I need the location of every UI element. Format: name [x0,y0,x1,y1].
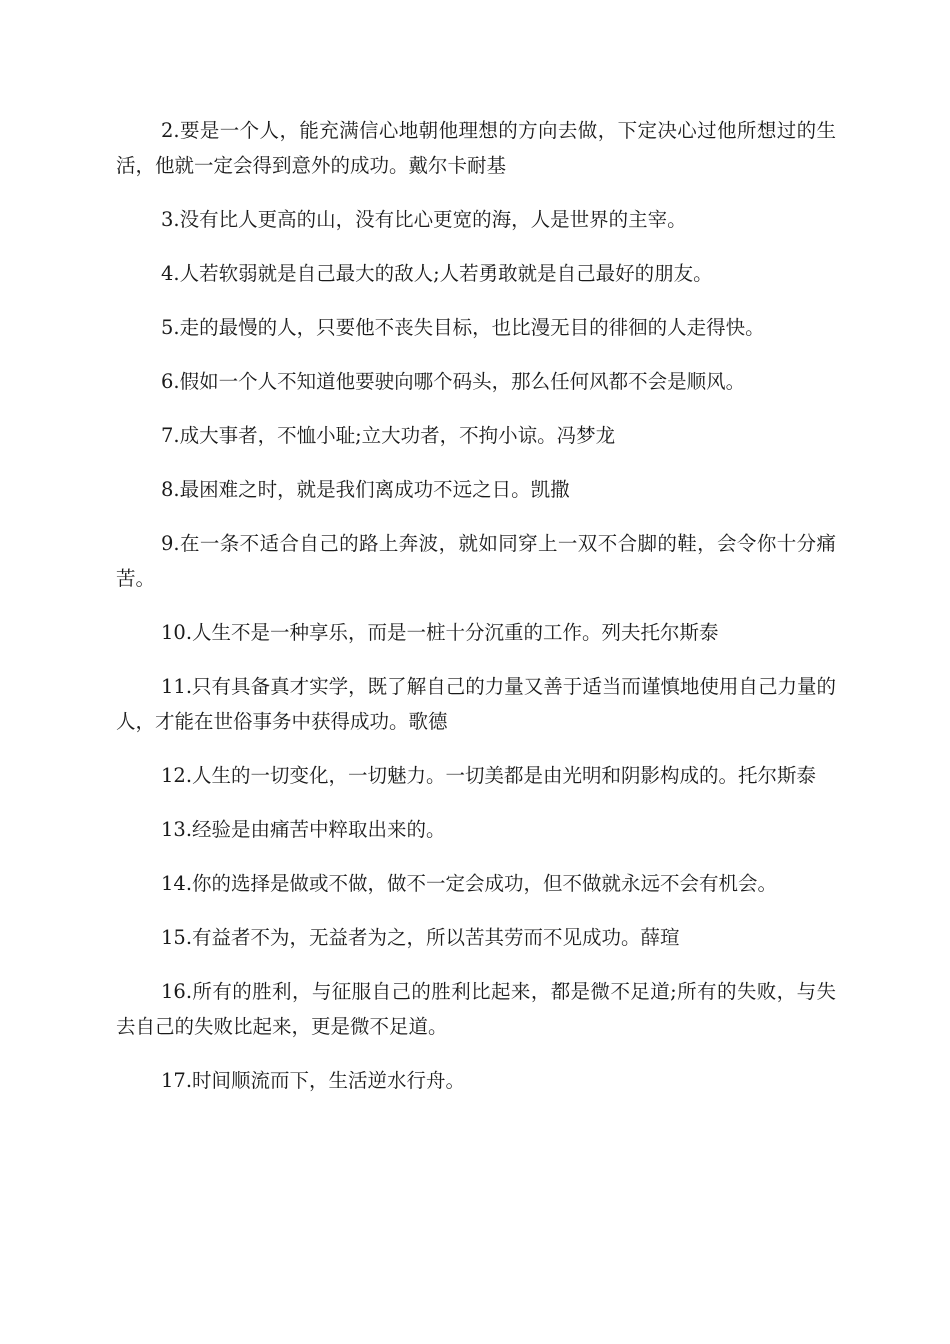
quote-paragraph: 15.有益者不为，无益者为之，所以苦其劳而不见成功。薛瑄 [161,926,680,949]
document-page [116,113,836,1117]
quote-paragraph: 16.所有的胜利，与征服自己的胜利比起来，都是微不足道;所有的失败，与失去自己的失败比起来，更是微不足道。 [116,980,836,1038]
quote-paragraph: 9.在一条不适合自己的路上奔波，就如同穿上一双不合脚的鞋，会令你十分痛苦。 [116,532,836,590]
quote-paragraph: 8.最困难之时，就是我们离成功不远之日。凯撒 [161,478,570,501]
quote-paragraph: 11.只有具备真才实学，既了解自己的力量又善于适当而谨慎地使用自己力量的人，才能在世俗事务中获得成功。歌德 [116,675,836,733]
quote-paragraph: 2.要是一个人，能充满信心地朝他理想的方向去做，下定决心过他所想过的生活，他就一定会得到意外的成功。戴尔卡耐基 [116,119,836,177]
quote-paragraph: 3.没有比人更高的山，没有比心更宽的海，人是世界的主宰。 [161,208,687,231]
quote-paragraph: 4.人若软弱就是自己最大的敌人;人若勇敢就是自己最好的朋友。 [161,262,713,285]
quote-paragraph: 10.人生不是一种享乐，而是一桩十分沉重的工作。列夫托尔斯泰 [161,621,719,644]
quote-paragraph: 12.人生的一切变化，一切魅力。一切美都是由光明和阴影构成的。托尔斯泰 [161,764,817,787]
quote-paragraph: 7.成大事者，不恤小耻;立大功者，不拘小谅。冯梦龙 [161,424,616,447]
quote-paragraph: 5.走的最慢的人，只要他不丧失目标，也比漫无目的徘徊的人走得快。 [161,316,765,339]
quote-paragraph: 14.你的选择是做或不做，做不一定会成功，但不做就永远不会有机会。 [161,872,778,895]
quote-paragraph: 13.经验是由痛苦中粹取出来的。 [161,818,446,841]
quote-paragraph: 17.时间顺流而下，生活逆水行舟。 [161,1069,466,1092]
quote-paragraph: 6.假如一个人不知道他要驶向哪个码头，那么任何风都不会是顺风。 [161,370,746,393]
